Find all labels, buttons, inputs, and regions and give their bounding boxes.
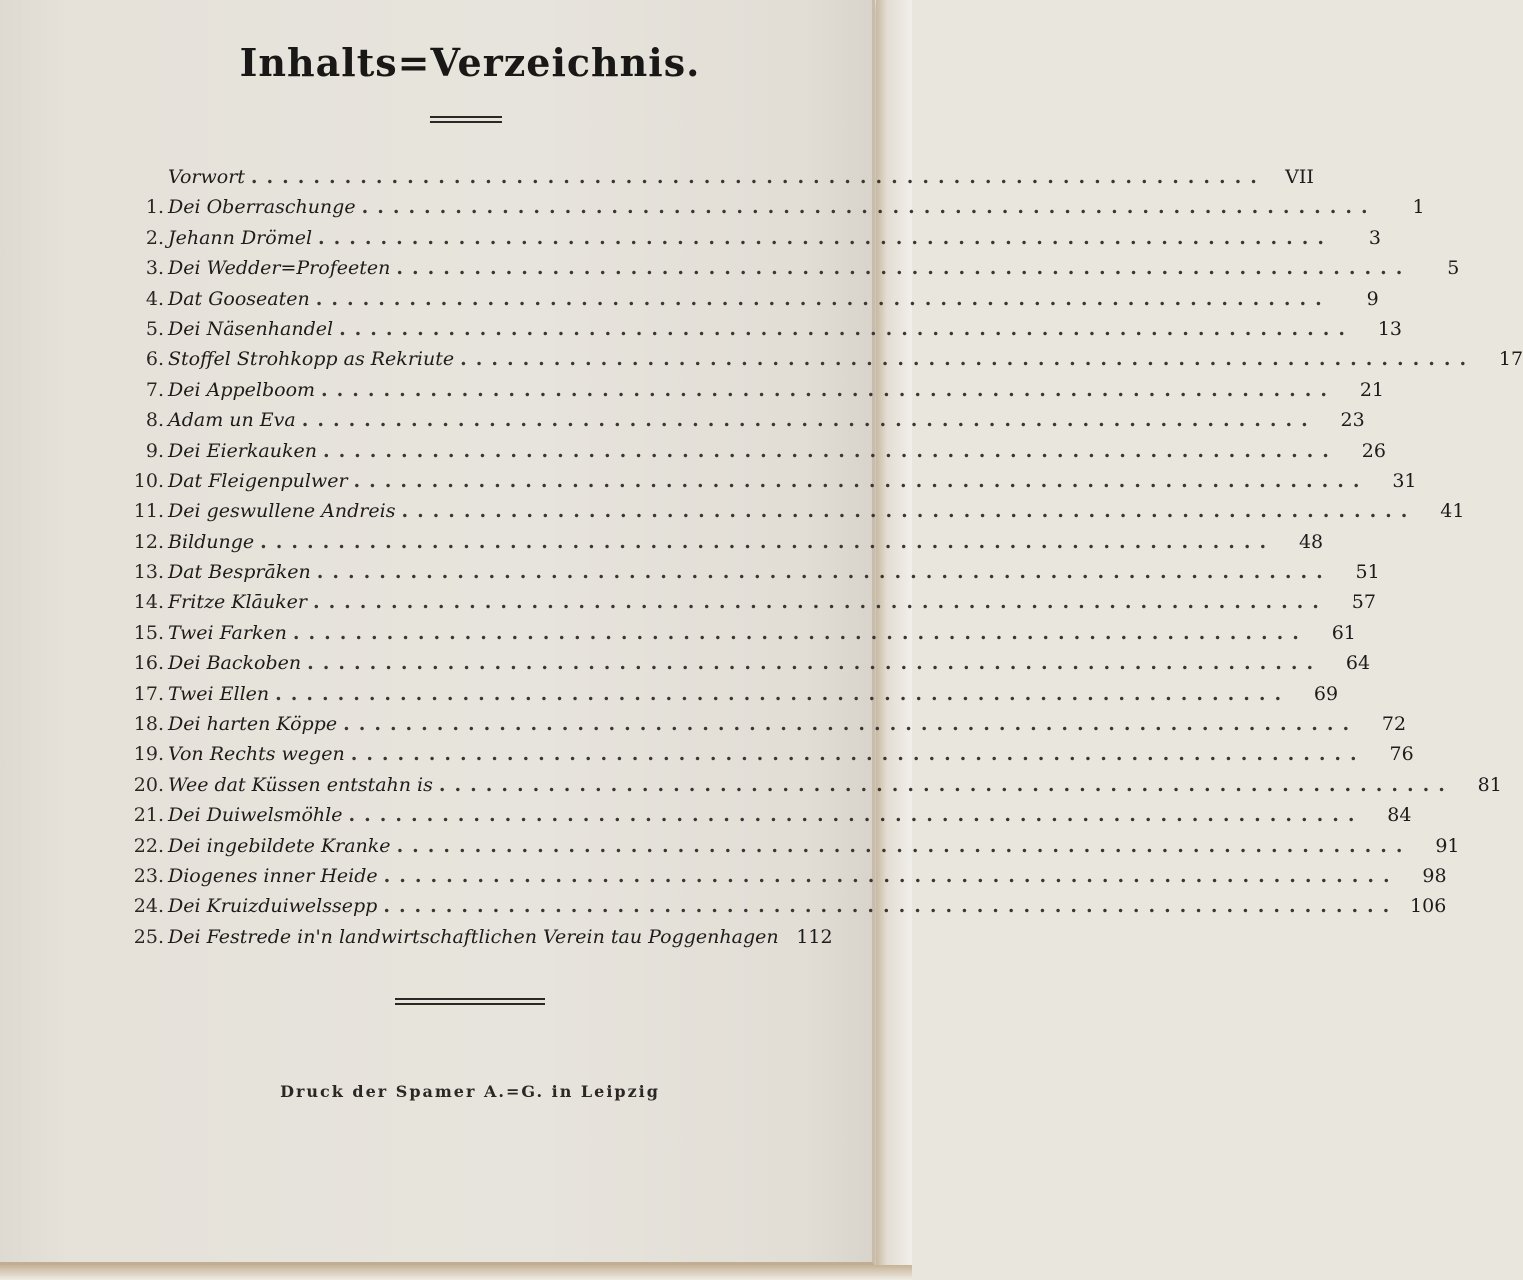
toc-entry-page: 69 <box>1313 682 1339 705</box>
toc-row <box>120 800 1412 830</box>
toc-entry-number: 1. <box>145 196 164 219</box>
toc-entry-title: Diogenes inner Heide <box>168 864 378 887</box>
toc-leader-dots: ................................................................. <box>250 166 1266 188</box>
toc-entry-title: Dei Wedder=Profeeten <box>168 257 391 280</box>
toc-row <box>120 861 1447 891</box>
toc-entry-number: 13. <box>133 561 164 584</box>
toc-row <box>120 527 1324 557</box>
toc-leader-dots: ................................................................. <box>401 500 1417 523</box>
title-divider <box>430 116 502 123</box>
toc-leader-dots: ................................................................. <box>383 864 1399 887</box>
toc-entry-title: Dei geswullene Andreis <box>168 500 396 523</box>
toc-row <box>120 557 1380 587</box>
toc-entry-number: 11. <box>133 500 164 523</box>
toc-entry-number: 3. <box>145 257 164 280</box>
toc-entry-page: 76 <box>1389 743 1414 766</box>
toc-entry-page: 5 <box>1447 257 1460 280</box>
toc-entry-number: 15. <box>133 621 164 644</box>
page-title: Inhalts=Verzeichnis. <box>239 40 701 85</box>
toc-row <box>120 405 1365 435</box>
toc-entry-page: 61 <box>1331 621 1356 644</box>
toc-row <box>120 648 1371 678</box>
toc-entry-number: 14. <box>133 591 164 614</box>
toc-row <box>120 223 1381 253</box>
toc-entry-title: Vorwort <box>168 166 245 188</box>
toc-leader-dots: ................................................................. <box>301 409 1317 432</box>
toc-entry-page: VII <box>1285 166 1314 188</box>
toc-entry-title: Dei Festrede in'n landwirtschaftlichen Verein tau Poggenhagen <box>168 925 779 948</box>
toc-leader-dots: ................................................................. <box>292 621 1308 644</box>
toc-row <box>120 831 1460 861</box>
toc-entry-title: Fritze Klāuker <box>168 591 307 614</box>
toc-entry-title: Dat Fleigenpulwer <box>168 469 348 492</box>
toc-row <box>120 891 1447 921</box>
toc-row <box>120 770 1502 800</box>
toc-entry-number: 6. <box>145 348 164 371</box>
toc-row <box>120 587 1376 617</box>
toc-leader-dots: ................................................................. <box>383 895 1399 918</box>
toc-leader-dots: ................................................................. <box>348 804 1364 827</box>
toc-entry-number: 5. <box>145 317 164 340</box>
toc-entry-title: Dei Oberraschunge <box>168 196 356 219</box>
toc-entry-page: 9 <box>1366 287 1379 310</box>
toc-entry-number: 9. <box>145 439 164 462</box>
toc-entry-page: 3 <box>1368 226 1381 249</box>
toc-row <box>120 344 1523 374</box>
toc-entry-title: Dat Gooseaten <box>168 287 310 310</box>
toc-entry-title: Dei Eierkauken <box>168 439 317 462</box>
toc-entry-title: Dei harten Köppe <box>168 713 338 736</box>
toc-row <box>120 709 1407 739</box>
toc-entry-number: 10. <box>133 469 164 492</box>
toc-entry-title: Dat Besprāken <box>168 561 311 584</box>
toc-entry-page: 26 <box>1361 439 1386 462</box>
toc-entry-number: 22. <box>133 834 164 857</box>
toc-entry-title: Dei Backoben <box>168 652 302 675</box>
toc-leader-dots: ................................................................. <box>460 348 1476 371</box>
toc-entry-page: 112 <box>796 925 833 948</box>
toc-entry-page: 13 <box>1377 317 1403 340</box>
toc-entry-title: Dei ingebildete Kranke <box>168 834 391 857</box>
toc-row <box>120 922 833 952</box>
toc-entry-title: Twei Farken <box>168 621 287 644</box>
toc-entry-number: 21. <box>133 804 164 827</box>
toc-entry-page: 84 <box>1387 804 1412 827</box>
toc-entry-page: 1 <box>1412 196 1425 219</box>
toc-leader-dots: ................................................................. <box>396 257 1412 280</box>
toc-entry-page: 98 <box>1422 864 1447 887</box>
toc-entry-title: Dei Kruizduiwelssepp <box>168 895 378 918</box>
toc-entry-number: 20. <box>133 773 164 796</box>
toc-leader-dots: ................................................................. <box>275 682 1291 705</box>
toc-row <box>120 375 1384 405</box>
toc-row <box>120 739 1414 769</box>
toc-entry-page: 23 <box>1340 409 1365 432</box>
toc-entry-number: 4. <box>145 287 164 310</box>
toc-entry-page: 51 <box>1355 561 1380 584</box>
toc-entry-page: 41 <box>1440 500 1465 523</box>
toc-leader-dots: ................................................................. <box>353 469 1369 492</box>
toc-row <box>120 679 1339 709</box>
toc-leader-dots: ................................................................. <box>350 743 1366 766</box>
toc-leader-dots: ................................................................. <box>343 713 1359 736</box>
toc-leader-dots: ................................................................. <box>260 530 1276 553</box>
toc-entry-title: Wee dat Küssen entstahn is <box>168 773 433 796</box>
toc-entry-number: 8. <box>145 409 164 432</box>
toc-preface-row <box>120 162 1314 192</box>
toc-entry-title: Dei Appelboom <box>168 378 316 401</box>
toc-entry-number: 2. <box>145 226 164 249</box>
toc-entry-number: 12. <box>133 530 164 553</box>
bottom-divider <box>395 998 545 1005</box>
toc-leader-dots: ................................................................. <box>321 378 1336 401</box>
toc-entry-page: 57 <box>1351 591 1376 614</box>
toc-entry-title: Stoffel Strohkopp as Rekriute <box>168 348 455 371</box>
toc-entry-number: 24. <box>133 895 164 918</box>
toc-entry-number: 7. <box>145 378 164 401</box>
toc-entry-title: Dei Duiwelsmöhle <box>168 804 343 827</box>
toc-leader-dots: ................................................................. <box>312 591 1328 614</box>
toc-entry-number: 19. <box>133 743 164 766</box>
printer-imprint: Druck der Spamer A.=G. in Leipzig <box>280 1082 660 1101</box>
toc-leader-dots: ................................................................. <box>361 196 1377 219</box>
toc-row <box>120 314 1403 344</box>
toc-leader-dots: ................................................................. <box>339 317 1355 340</box>
toc-entry-page: 64 <box>1345 652 1371 675</box>
toc-row <box>120 284 1379 314</box>
toc-leader-dots: ................................................................. <box>315 287 1331 310</box>
toc-entry-page: 17 <box>1498 348 1523 371</box>
toc-entry-page: 48 <box>1298 530 1324 553</box>
toc-row <box>120 253 1460 283</box>
toc-entry-page: 21 <box>1359 378 1384 401</box>
toc-leader-dots: ................................................................. <box>318 226 1333 249</box>
toc-leader-dots: ................................................................. <box>438 773 1454 796</box>
page-bottom-edge <box>0 1265 912 1280</box>
toc-entry-title: Twei Ellen <box>168 682 270 705</box>
toc-entry-page: 31 <box>1392 469 1417 492</box>
toc-entry-title: Adam un Eva <box>168 409 296 432</box>
toc-entry-page: 72 <box>1381 713 1407 736</box>
toc-entry-number: 18. <box>133 713 164 736</box>
toc-entry-page: 91 <box>1435 834 1460 857</box>
toc-row <box>120 466 1417 496</box>
toc-row <box>120 436 1386 466</box>
toc-leader-dots: ................................................................. <box>316 561 1332 584</box>
toc-entry-number: 16. <box>133 652 164 675</box>
toc-entry-page: 106 <box>1410 895 1447 918</box>
toc-entry-number: 25. <box>133 925 164 948</box>
toc-entry-title: Von Rechts wegen <box>168 743 345 766</box>
toc-entry-number: 17. <box>133 682 164 705</box>
toc-row <box>120 618 1356 648</box>
toc-entry-title: Dei Näsenhandel <box>168 317 334 340</box>
toc-row <box>120 496 1465 526</box>
toc-leader-dots: ................................................................. <box>322 439 1338 462</box>
toc-entry-title: Jehann Drömel <box>168 226 313 249</box>
toc-row <box>120 192 1425 222</box>
toc-entry-page: 81 <box>1477 773 1502 796</box>
toc-entry-title: Bildunge <box>168 530 255 553</box>
toc-entry-number: 23. <box>133 864 164 887</box>
toc-leader-dots: ................................................................. <box>307 652 1323 675</box>
toc-leader-dots: ................................................................. <box>396 834 1412 857</box>
table-of-contents <box>120 162 1523 952</box>
